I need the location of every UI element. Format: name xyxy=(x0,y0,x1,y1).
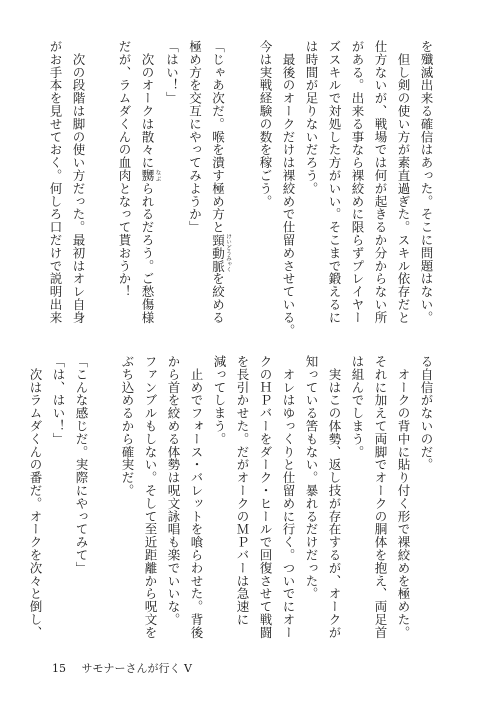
text-line: だが、ラムダくんの血肉となって貰おうか！ xyxy=(117,40,132,298)
top-text-block xyxy=(48,40,438,337)
text-line: 実はこの体勢、返し技が存在するが、オークが xyxy=(327,355,342,639)
text-line: 仕方ないが、戦場では何が起きるか分からない所 xyxy=(373,40,388,324)
text-line: オークの背中に貼り付く形で裸絞めを極めた。 xyxy=(396,355,411,639)
text-line: を長引かせた。だがオークのＭＰバーは急速に xyxy=(235,355,250,626)
text-line: 「はい！」 xyxy=(164,40,180,105)
text-line-with-ruby: 次のオークは散々に嬲 なぶられるだろう。ご愁傷様 xyxy=(140,40,161,324)
text-line: 知っている筈もない。暴れるだけだった。 xyxy=(304,355,319,601)
text-line: クのＨＰバーをダーク・ヒールで回復させて戦闘 xyxy=(258,355,273,639)
text-line: がお手本を見せておく。何しろ口だけで説明出来 xyxy=(48,40,63,324)
text-line: ぶち込めるから確実だ。 xyxy=(120,355,135,497)
text-line: 最後のオークだけは裸絞めで仕留めさせている。 xyxy=(281,40,296,337)
text-line: 止めでフォース・バレットを喰らわせた。背後 xyxy=(189,355,204,639)
text-line: オレはゆっくりと仕留めに行く。ついでにオー xyxy=(281,355,296,639)
text-line: 今は実戦経験の数を稼ごう。 xyxy=(258,40,273,208)
text-line: 「こんな感じだ。実際にやってみて」 xyxy=(74,355,89,575)
text-line: を殲滅出来る確信はあった。そこに問題はない。 xyxy=(419,40,434,324)
text-line: は時間が足りないだろう。 xyxy=(304,40,319,195)
text-line: 次の段階は脚の使い方だった。最初はオレ自身 xyxy=(71,40,86,324)
text-line: ファンブルもしない。そして至近距離から呪文を xyxy=(143,355,158,639)
bottom-text-block xyxy=(28,355,438,645)
paragraph-gap xyxy=(90,40,113,322)
ruby-nabu: 嬲 なぶ xyxy=(140,169,161,182)
text-line-with-ruby: 「じゃあ次だ。喉を潰す極め方と頸動脈 けいどうみゃくを絞める xyxy=(210,40,231,324)
text-line: から首を絞める体勢は呪文詠唱も楽でいいな。 xyxy=(166,355,181,626)
text-line: 但し剣の使い方が素直過ぎた。スキル依存だと xyxy=(396,40,411,324)
text-line: 「は、はい！」 xyxy=(51,355,66,446)
text-line: 減ってしまう。 xyxy=(212,355,227,446)
text-line: 極め方を交互にやってみようか」 xyxy=(187,40,203,234)
text-line: は組んでしまう。 xyxy=(350,355,365,459)
text-line: ズスキルで対処した方がいい。そこまで鍛えるに xyxy=(327,40,342,324)
text-line: る自信がないのだ。 xyxy=(419,355,434,472)
book-title: サモナーさんが行く Ⅴ xyxy=(81,662,192,675)
page-number: 15 xyxy=(52,662,66,675)
text-line: がある。出来る事なら裸絞めに限らずプレイヤー xyxy=(350,40,365,324)
ruby-keidoumyaku: 頸動脈 けいどうみゃく xyxy=(210,233,231,273)
text-line: 次はラムダくんの番だ。オークを次々と倒し、 xyxy=(28,355,43,639)
paragraph-gap xyxy=(231,40,254,322)
text-line: それに加えて両脚でオークの胴体を抱え、両足首 xyxy=(373,355,388,639)
paragraph-gap xyxy=(93,355,116,645)
page-footer xyxy=(52,660,192,676)
